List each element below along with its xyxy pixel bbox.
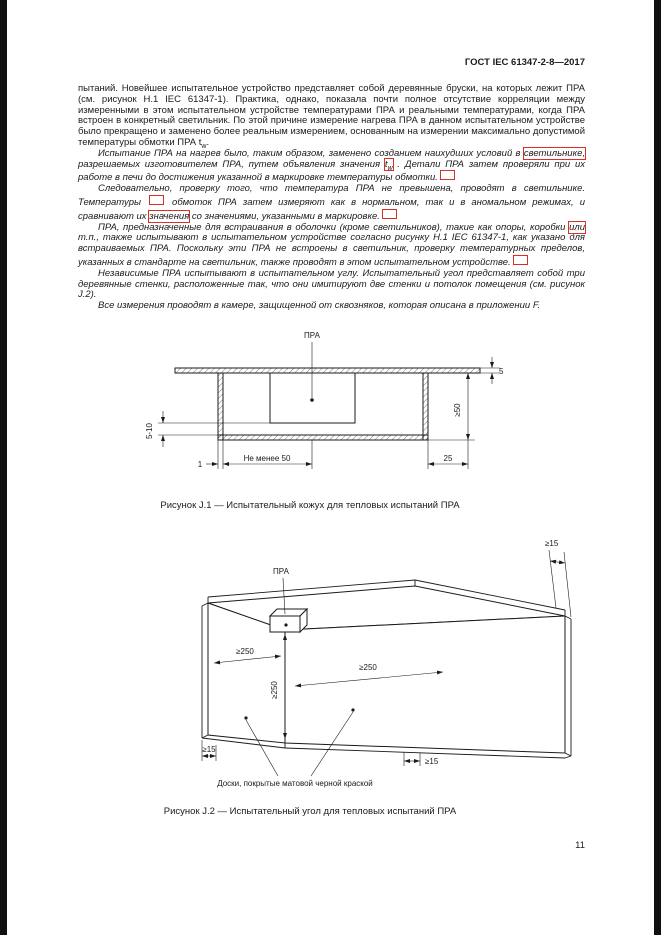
dim-offset-25 (428, 440, 468, 469)
dim-label: Не менее 50 (243, 454, 291, 463)
paragraph (78, 149, 585, 184)
text-segment: разрешаемых изготовителем ПРА, путем объявления значения (78, 158, 385, 170)
paragraph (78, 301, 585, 312)
text-segment: обмоток ПРА затем измеряют как в нормальном, так и в аномальном режимах, и сравнивают их (78, 196, 586, 222)
paragraph (78, 223, 585, 269)
subscript-w: w (201, 142, 207, 150)
red-box-marker (440, 170, 455, 180)
right-wall-board (285, 616, 565, 753)
scan-edge-left (0, 0, 7, 935)
pra-label: ПРА (273, 567, 289, 576)
corner-boards (202, 580, 571, 758)
figure-j2-caption: Рисунок J.2 — Испытательный угол для тепловых испытаний ПРА (163, 806, 457, 817)
paragraph (78, 184, 585, 222)
dim-plate-thickness (480, 357, 504, 384)
boards-note: Доски, покрытые матовой черной краской (217, 779, 373, 788)
pra-center-dot (310, 398, 314, 402)
pra-box (270, 609, 307, 632)
dim-label: 25 (443, 454, 453, 463)
pra-unit-outline (270, 373, 355, 423)
dim-min-width (223, 440, 312, 469)
text-segment: . Детали ПРА затем проверяли при их работе в печи до достижения указанной в маркировке температуры обмотки. (78, 158, 586, 184)
dim-label: ≥15 (425, 757, 439, 766)
document-header: ГОСТ IEC 61347-2-8—2017 (464, 57, 585, 68)
mounting-plate (175, 368, 480, 373)
text-segment: Испытание ПРА на нагрев было, таким образом, заменено созданием наихудших условий в (98, 147, 524, 159)
paragraph (78, 269, 585, 301)
dim-label: ≥15 (202, 745, 216, 754)
page-number: 11 (575, 840, 585, 851)
dim-label: ≥250 (270, 681, 279, 699)
red-box-marker (149, 195, 164, 205)
red-box-marker: значения (149, 210, 190, 222)
dim-label: ≥50 (453, 403, 462, 417)
text-segment: ПРА, предназначенные для встраивания в оболочки (кроме светильников), такие как опоры, коробки (98, 221, 570, 233)
subscript-w: w (387, 164, 393, 172)
dim-label: 5 (499, 367, 504, 376)
paragraph (78, 84, 585, 149)
text-segment: . (206, 136, 210, 148)
red-box-marker: или (569, 221, 585, 233)
scan-edge-right (654, 0, 661, 935)
text-segment: $t_w$ (198, 136, 207, 150)
dim-gap (145, 411, 270, 447)
figure-j1-drawing (130, 328, 530, 483)
text-segment: т.п., также испытывают в испытательном устройстве согласно рисунку H.1 IEC 61347-1, как указано для встраиваемых ПРА. Поскольку эти ПРА не встроены в светильник, проверку температурных пределов, указанных в стандарте на светильник, также проводят в этом испытательном устройстве. (78, 232, 585, 268)
text-segment: Независимые ПРА испытывают в испытательном углу. Испытательный угол представляет собой три деревянные стенки, расположенные так, что они имитируют две стенки и потолок помещения (см. рисунок J.2). (78, 267, 585, 301)
text-segment: Все измерения проводят в камере, защищенной от сквозняков, которая описана в приложении F. (98, 300, 541, 312)
dim-depth (428, 373, 475, 440)
dim-wall-thickness (198, 440, 223, 469)
text-segment: со значениями, указанными в маркировке. (189, 210, 380, 222)
red-box-marker: светильнике, (523, 147, 585, 159)
pra-label: ПРА (304, 331, 320, 340)
dim-bottom-left (202, 740, 216, 761)
text-segment: Следовательно, проверку того, что температура ПРА не превышена, проводят в светильнике. Температуры (78, 183, 585, 208)
dim-bottom-right (404, 752, 439, 766)
red-box-marker (382, 209, 397, 219)
dim-label: ≥15 (545, 539, 559, 548)
red-box-marker (513, 255, 528, 265)
red-box-marker: $t_w$ (384, 158, 393, 172)
text-segment: пытаний. Новейшее испытательное устройство представляет собой деревянные бруски, на которых лежит ПРА (см. рисунок H.1 IEC 61347-1). Практика, однако, показала почти полное отсутствие корреляции между измеренными в этом испытательном устройстве температурами ПРА и реальными температурами, когда ПРА встроен в конкретный светильник. По этой причине измерение нагрева ПРА в данном испытательном устройстве было прекращено и заменено более реальным измерением, основанным на измерении максимально допустимой температуры обмотки ПРА (78, 83, 585, 148)
dim-label: ≥250 (359, 663, 377, 672)
dim-label: 5-10 (145, 422, 154, 440)
dim-top-overhang (545, 539, 571, 617)
body-text (78, 84, 585, 312)
dim-label: 1 (197, 460, 203, 469)
figure-j2-drawing (128, 530, 618, 800)
dim-label: ≥250 (236, 647, 254, 656)
figure-j1-caption: Рисунок J.1 — Испытательный кожух для тепловых испытаний ПРА (160, 500, 460, 511)
